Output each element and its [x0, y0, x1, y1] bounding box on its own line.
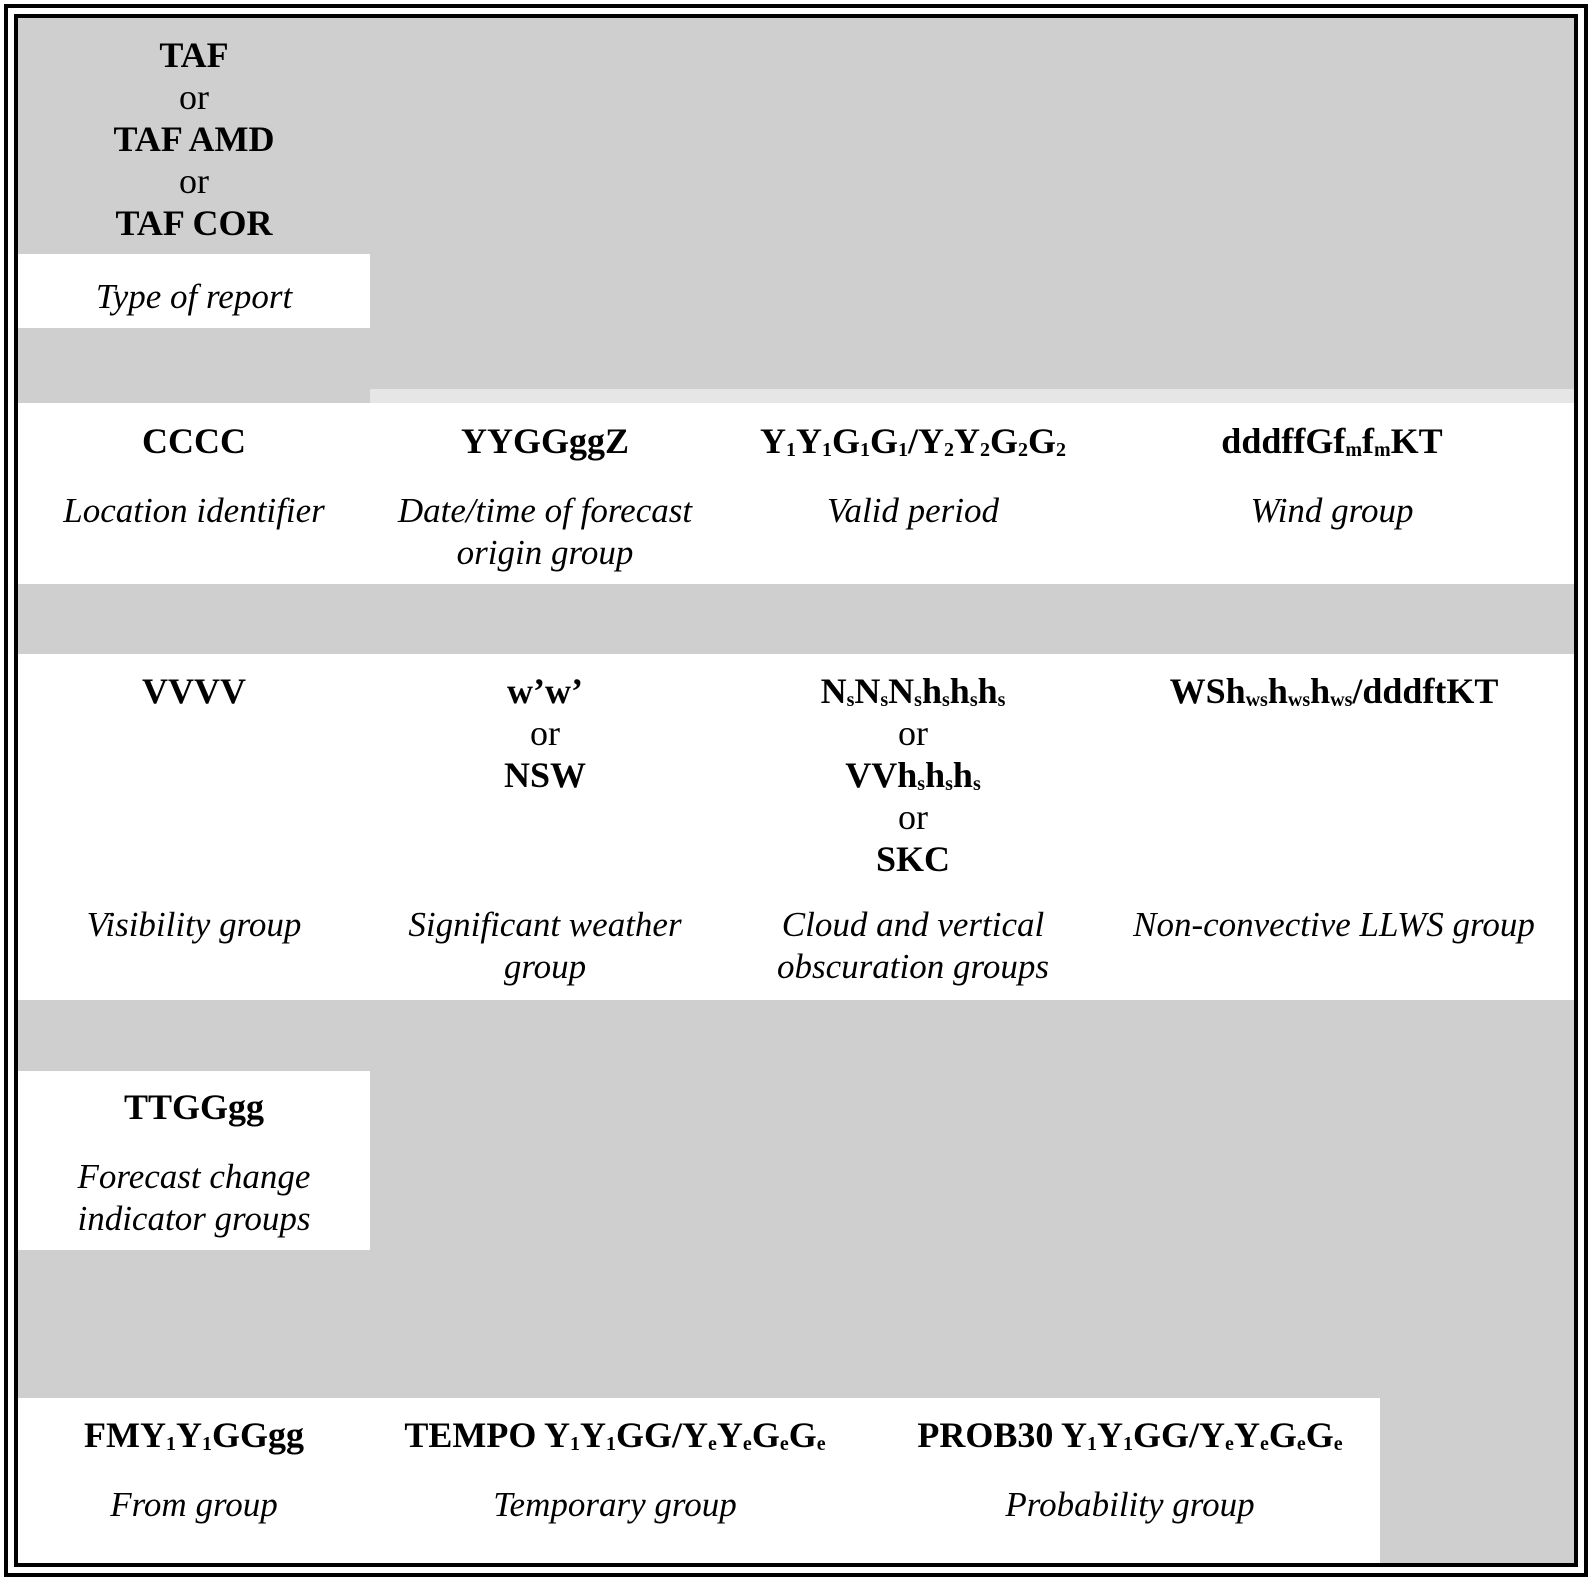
llws-code: $WSh_{ws}h_{ws}h_{ws}$/dddftKT — [1169, 671, 1499, 711]
sky-clear-code: SKC — [875, 839, 951, 879]
band-lower-right — [370, 1071, 1574, 1398]
visibility-group — [18, 670, 370, 712]
change-indicator-group — [18, 1086, 370, 1240]
prob-code: PROB30 $Y_1Y_1GG/Y_eY_eG_eG_e$ — [917, 1415, 1343, 1455]
prob-description: Probability group — [1005, 1485, 1255, 1524]
origin-code: YYGGggZ — [460, 421, 629, 461]
report-type-taf-cor: TAF COR — [115, 203, 273, 243]
band-top-right-lower — [370, 389, 1574, 403]
weather-description: Significant weather group — [408, 905, 682, 986]
prob-group — [880, 1414, 1380, 1526]
report-type-taf: TAF — [159, 35, 229, 75]
band-top-left-lower — [18, 328, 370, 403]
or-label: or — [179, 161, 209, 201]
weather-code: w’w’ — [507, 671, 583, 711]
origin-group — [370, 420, 720, 574]
report-type-description: Type of report — [95, 277, 293, 316]
change-indicator-description: Forecast change indicator groups — [77, 1157, 311, 1238]
report-type-block — [18, 34, 370, 244]
change-indicator-code: TTGGgg — [123, 1087, 265, 1127]
location-code: CCCC — [142, 421, 246, 461]
llws-description: Non-convective LLWS group — [1133, 905, 1535, 944]
valid-period-code: $Y_1Y_1G_1G_1/Y_2Y_2G_2G_2$ — [759, 421, 1067, 461]
or-label: or — [530, 713, 560, 753]
weather-code-nsw: NSW — [503, 755, 587, 795]
report-type-taf-amd: TAF AMD — [113, 119, 275, 159]
band-bottom-right — [1380, 1398, 1574, 1563]
valid-period-description: Valid period — [826, 491, 1000, 530]
vertical-visibility-code: $VVh_sh_sh_s$ — [845, 755, 981, 795]
tempo-group — [370, 1414, 860, 1526]
from-group — [18, 1414, 370, 1526]
wind-group — [1116, 420, 1548, 532]
location-group — [18, 420, 370, 532]
cloud-description: Cloud and vertical obscuration groups — [777, 905, 1049, 986]
location-description: Location identifier — [63, 491, 325, 530]
wind-description: Wind group — [1250, 491, 1414, 530]
valid-period-group — [720, 420, 1106, 532]
visibility-code: VVVV — [142, 671, 246, 711]
weather-group — [370, 670, 720, 796]
visibility-description: Visibility group — [86, 905, 302, 944]
band-lower — [18, 1000, 1574, 1071]
taf-format-diagram — [18, 18, 1574, 1563]
tempo-code: TEMPO $Y_1Y_1GG/Y_eY_eG_eG_e$ — [404, 1415, 826, 1455]
tempo-description: Temporary group — [493, 1485, 737, 1524]
llws-group — [1106, 670, 1562, 712]
or-label: or — [898, 713, 928, 753]
or-label: or — [898, 797, 928, 837]
origin-description: Date/time of forecast origin group — [397, 491, 693, 572]
band-top-right — [370, 254, 1574, 389]
cloud-code: $N_sN_sN_sh_sh_sh_s$ — [820, 671, 1006, 711]
or-label: or — [179, 77, 209, 117]
from-code: $FMY_1Y_1GGgg$ — [84, 1415, 304, 1455]
cloud-group — [720, 670, 1106, 880]
from-description: From group — [110, 1485, 278, 1524]
band-middle — [18, 584, 1574, 654]
wind-code: $dddffGf_mf_mKT$ — [1221, 421, 1443, 461]
band-lower-left — [18, 1250, 370, 1398]
